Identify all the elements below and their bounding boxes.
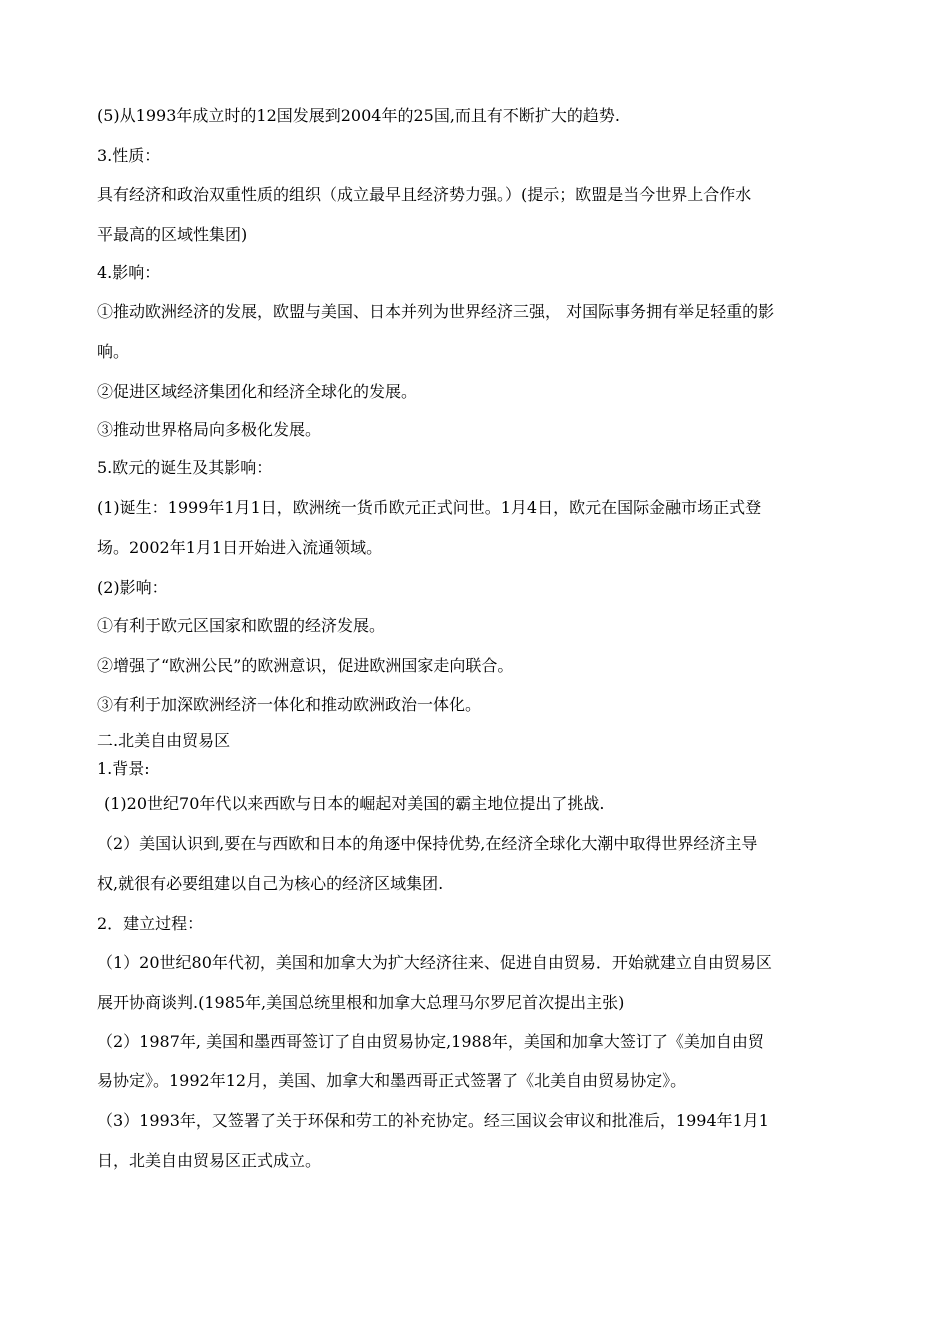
text-line: 日，北美自由贸易区正式成立。 xyxy=(97,1151,322,1170)
text-line: ②增强了“欧洲公民”的欧洲意识，促进欧洲国家走向联合。 xyxy=(97,656,514,675)
text-line: ③推动世界格局向多极化发展。 xyxy=(97,420,322,439)
text-line: (5)从1993年成立时的12国发展到2004年的25国,而且有不断扩大的趋势. xyxy=(97,106,620,125)
section-heading: 4.影响： xyxy=(97,263,161,282)
section-heading: 2．建立过程： xyxy=(97,914,204,933)
text-line: 易协定》。1992年12月，美国、加拿大和墨西哥正式签署了《北美自由贸易协定》。 xyxy=(97,1071,687,1090)
text-line: ①推动欧洲经济的发展，欧盟与美国、日本并列为世界经济三强， 对国际事务拥有举足轻重的影 xyxy=(97,302,775,321)
text-line: (2)影响： xyxy=(97,578,168,597)
text-line: (1)诞生：1999年1月1日，欧洲统一货币欧元正式问世。1月4日，欧元在国际金融市场正式登 xyxy=(97,498,762,517)
section-heading: 1.背景: xyxy=(97,759,150,778)
text-line: (1)20世纪70年代以来西欧与日本的崛起对美国的霸主地位提出了挑战. xyxy=(104,794,605,813)
text-line: 权,就很有必要组建以自己为核心的经济区域集团. xyxy=(97,874,444,893)
text-line: 响。 xyxy=(97,342,130,361)
text-line: ③有利于加深欧洲经济一体化和推动欧洲政治一体化。 xyxy=(97,695,482,714)
section-heading: 二.北美自由贸易区 xyxy=(97,731,231,750)
text-line: ①有利于欧元区国家和欧盟的经济发展。 xyxy=(97,616,386,635)
text-line: （2）美国认识到,要在与西欧和日本的角逐中保持优势,在经济全球化大潮中取得世界经济主导 xyxy=(97,834,758,853)
text-line: 具有经济和政治双重性质的组织（成立最早且经济势力强。）(提示；欧盟是当今世界上合作水 xyxy=(97,185,752,204)
text-line: 场。2002年1月1日开始进入流通领域。 xyxy=(97,538,383,557)
text-line: 平最高的区域性集团) xyxy=(97,225,248,244)
text-line: （2）1987年, 美国和墨西哥签订了自由贸易协定,1988年，美国和加拿大签订了《美加自由贸 xyxy=(97,1032,764,1051)
section-heading: 3.性质： xyxy=(97,146,161,165)
text-line: （1）20世纪80年代初，美国和加拿大为扩大经济往来、促进自由贸易．开始就建立自由贸易区 xyxy=(97,953,772,972)
text-line: ②促进区域经济集团化和经济全球化的发展。 xyxy=(97,382,418,401)
section-heading: 5.欧元的诞生及其影响： xyxy=(97,458,273,477)
text-line: （3）1993年，又签署了关于环保和劳工的补充协定。经三国议会审议和批准后，1994年1月1 xyxy=(97,1111,769,1130)
text-line: 展开协商谈判.(1985年,美国总统里根和加拿大总理马尔罗尼首次提出主张) xyxy=(97,993,625,1012)
